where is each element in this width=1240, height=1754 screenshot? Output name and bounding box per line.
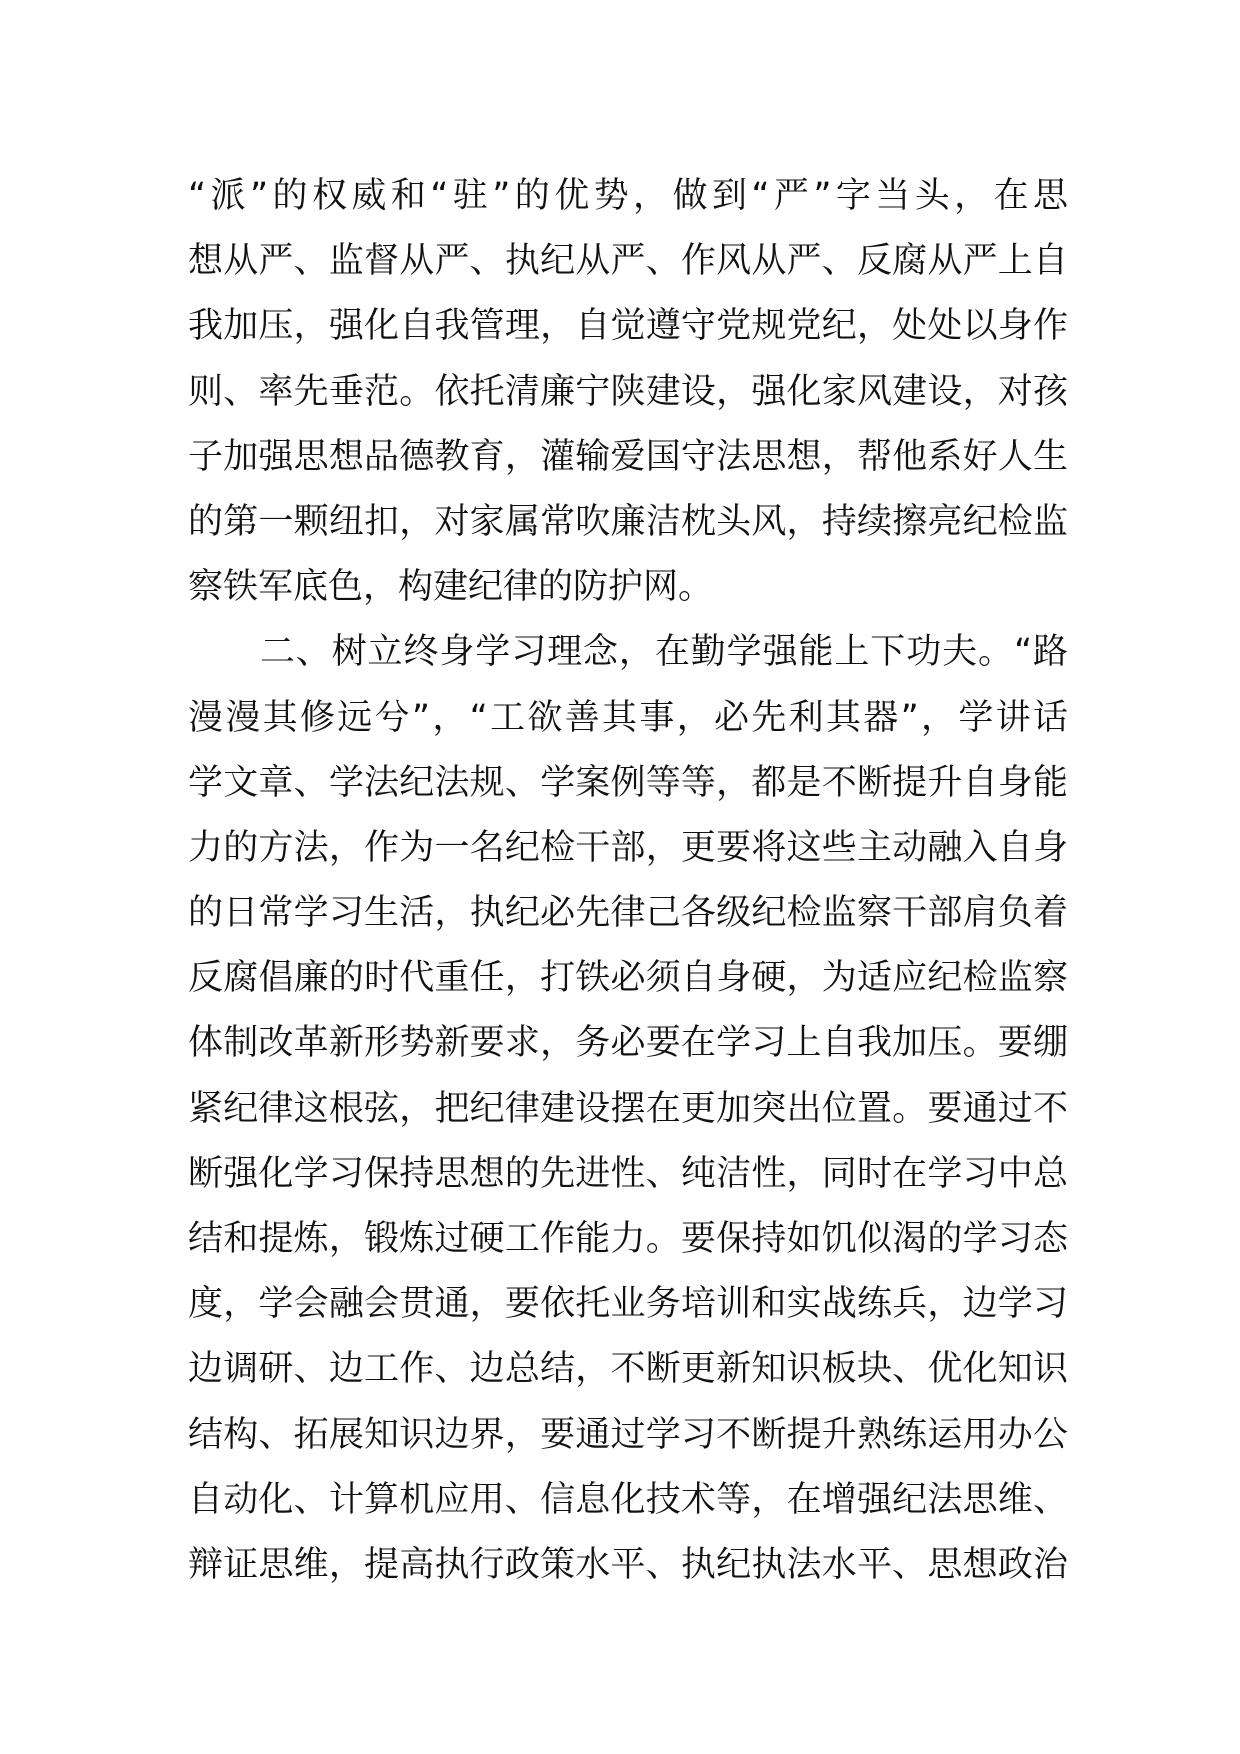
text-line: 则、率先垂范。依托清廉宁陕建设，强化家风建设，对孩 [188,371,1068,412]
text-line: 边调研、边工作、边总结，不断更新知识板块、优化知识 [188,1349,1068,1390]
text-line: 想从严、监督从严、执纪从严、作风从严、反腐从严上自 [188,241,1068,282]
text-line: 自动化、计算机应用、信息化技术等，在增强纪法思维、 [188,1479,1068,1520]
text-line: 力的方法，作为一名纪检干部，更要将这些主动融入自身 [188,827,1068,868]
body-text [188,164,1068,1598]
text-line: 的第一颗纽扣，对家属常吹廉洁枕头风，持续擦亮纪检监 [188,501,1068,542]
text-line: 结和提炼，锻炼过硬工作能力。要保持如饥似渴的学习态 [188,1219,1068,1259]
text-line: 漫漫其修远兮”，“工欲善其事，必先利其器”，学讲话 [188,697,1068,738]
text-line: 体制改革新形势新要求，务必要在学习上自我加压。要绷 [188,1023,1068,1064]
text-line: 我加压，强化自我管理，自觉遵守党规党纪，处处以身作 [188,306,1068,347]
text-line: 度，学会融会贯通，要依托业务培训和实战练兵，边学习 [188,1284,1068,1325]
text-line: 断强化学习保持思想的先进性、纯洁性，同时在学习中总 [188,1153,1068,1194]
text-line: 辩证思维，提高执行政策水平、执纪执法水平、思想政治 [188,1544,1068,1585]
text-line: 子加强思想品德教育，灌输爱国守法思想，帮他系好人生 [188,436,1068,477]
text-line: 的日常学习生活，执纪必先律己各级纪检监察干部肩负着 [188,893,1068,934]
text-line: 学文章、学法纪法规、学案例等等，都是不断提升自身能 [188,762,1068,803]
text-line: 结构、拓展知识边界，要通过学习不断提升熟练运用办公 [188,1414,1068,1455]
text-line: 反腐倡廉的时代重任，打铁必须自身硬，为适应纪检监察 [188,958,1068,999]
section-heading-line: 二、树立终身学习理念，在勤学强能上下功夫。“路 [188,632,1068,673]
text-line: “派”的权威和“驻”的优势，做到“严”字当头，在思 [188,176,1068,216]
text-line: 紧纪律这根弦，把纪律建设摆在更加突出位置。要通过不 [188,1088,1068,1129]
paragraph-end-line: 察铁军底色，构建纪律的防护网。 [188,567,714,608]
